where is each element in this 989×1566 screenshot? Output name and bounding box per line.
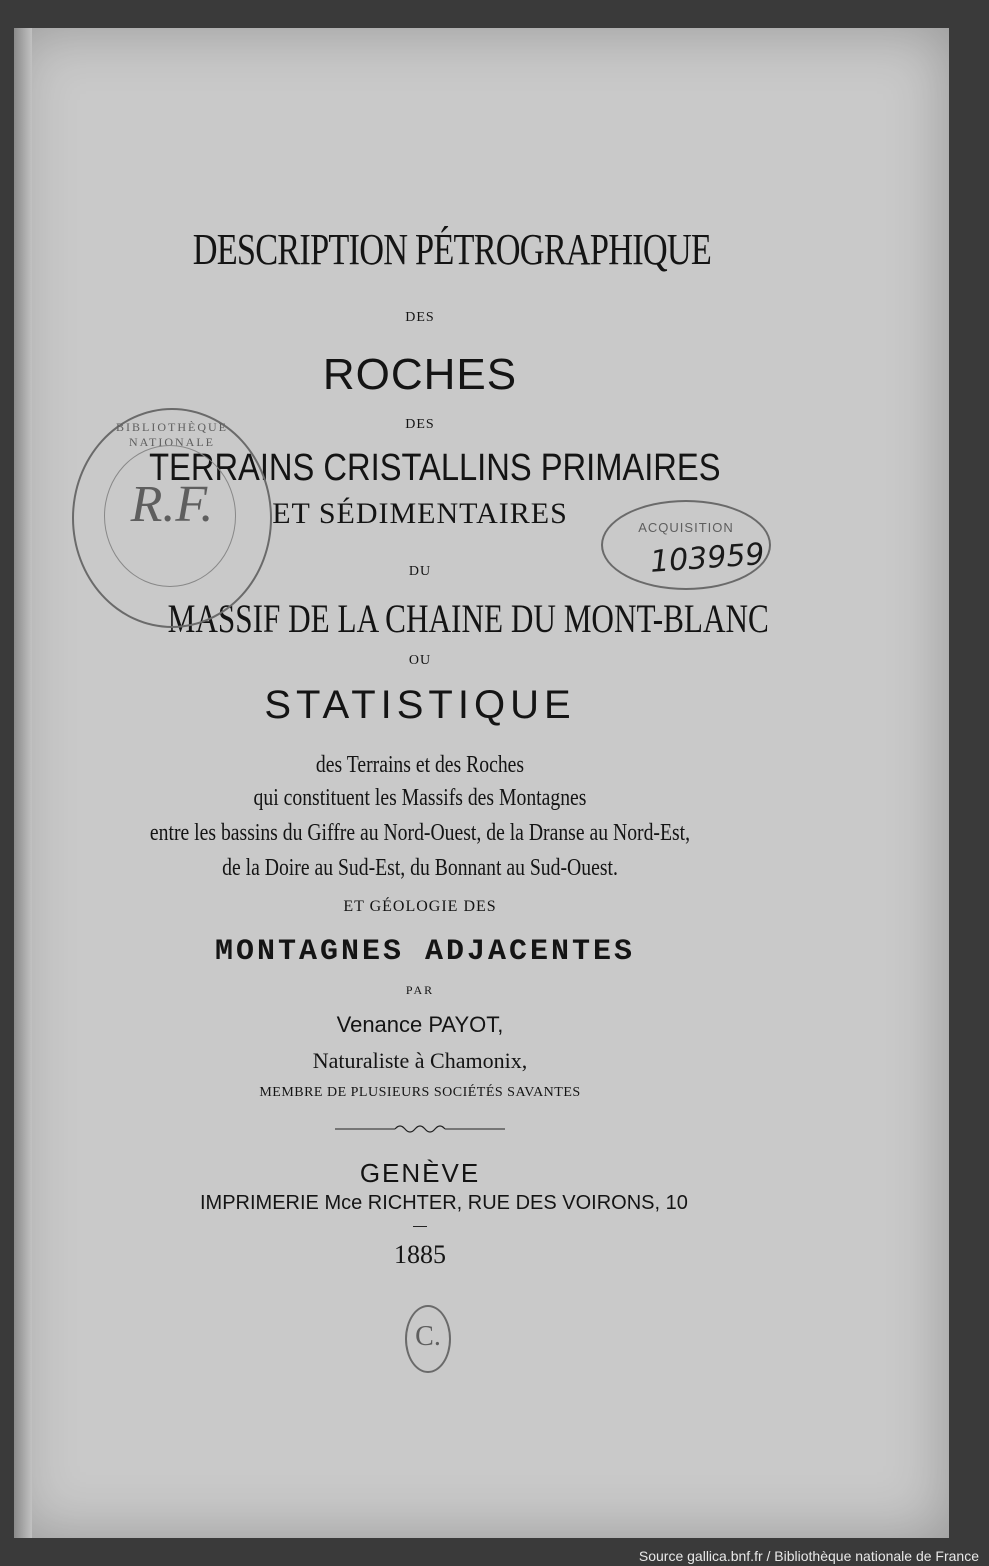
publisher-city: GENÈVE (359, 1158, 481, 1188)
description-line-3: entre les bassins du Giffre au Nord-Ouest, de la Dranse au Nord-Est, (149, 820, 691, 846)
geologie-line: ET GÉOLOGIE DES (343, 898, 497, 915)
author-name: Venance PAYOT, (336, 1012, 504, 1037)
title-roches: ROCHES (322, 350, 518, 399)
acquisition-stamp-label: ACQUISITION (638, 520, 734, 535)
page-edge (14, 28, 32, 1538)
description-line-4: de la Doire au Sud-Est, du Bonnant au Sud-Ouest. (222, 855, 618, 881)
title-terrains: TERRAINS CRISTALLINS PRIMAIRES (149, 447, 721, 489)
acquisition-number: 103959 (648, 536, 766, 580)
author-membership: MEMBRE DE PLUSIEURS SOCIÉTÉS SAVANTES (259, 1085, 581, 1100)
par-line: PAR (405, 983, 435, 997)
copyright-stamp-letter: C. (415, 1321, 441, 1352)
author-title: Naturaliste à Chamonix, (312, 1048, 528, 1073)
library-stamp-ring-text: BIBLIOTHÈQUE NATIONALE (116, 420, 228, 449)
description-line-2: qui constituent les Massifs des Montagnes (253, 785, 587, 811)
title-line-description: DESCRIPTION PÉTROGRAPHIQUE (192, 225, 712, 274)
title-sedimentaires: ET SÉDIMENTAIRES (272, 497, 568, 530)
title-massif: MASSIF DE LA CHAINE DU MONT-BLANC (167, 596, 769, 641)
description-line-1: des Terrains et des Roches (315, 752, 525, 778)
title-des-1: DES (405, 310, 435, 325)
publication-year: 1885 (394, 1240, 446, 1269)
title-du: DU (408, 564, 432, 579)
library-stamp-rf: R.F. (130, 476, 214, 533)
title-des-2: DES (405, 417, 435, 432)
montagnes-adjacentes: MONTAGNES ADJACENTES (214, 935, 636, 969)
copyright-stamp (405, 1305, 451, 1373)
source-credit: Source gallica.bnf.fr / Bibliothèque nationale de France (638, 1548, 979, 1564)
publisher-printer: IMPRIMERIE Mce RICHTER, RUE DES VOIRONS, 10 (200, 1192, 688, 1214)
title-ou: OU (408, 653, 432, 668)
ornament-divider-icon (335, 1122, 505, 1136)
divider-dash (413, 1226, 427, 1227)
library-stamp (72, 408, 272, 628)
title-statistique: STATISTIQUE (264, 683, 576, 727)
